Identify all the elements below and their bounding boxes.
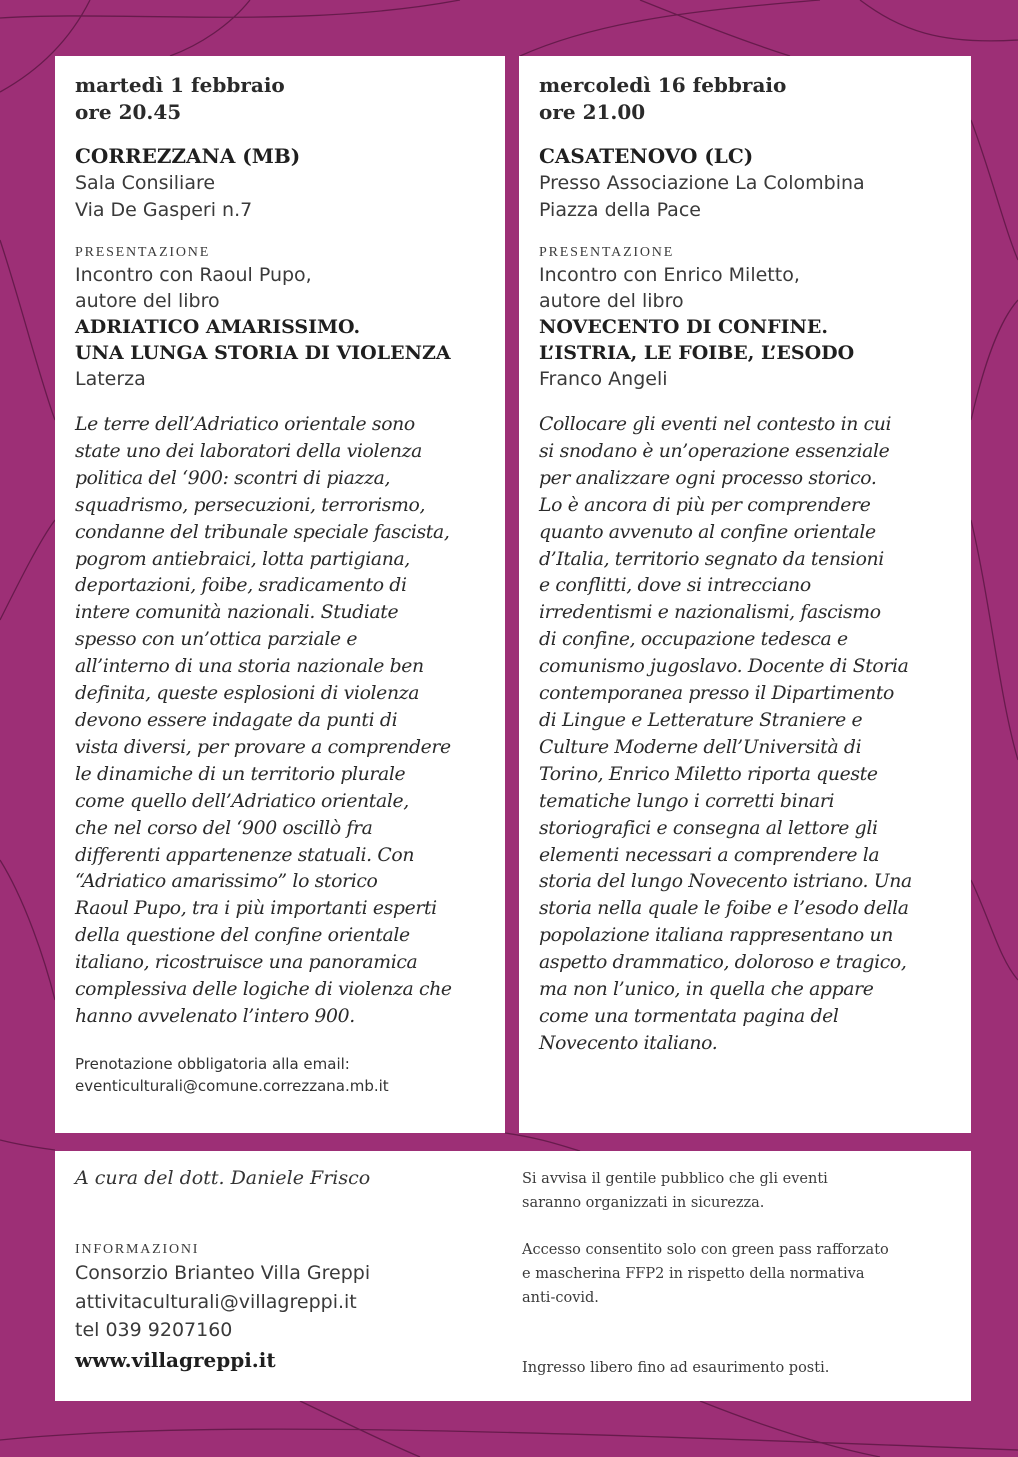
description-line: che nel corso del ‘900 oscillò fra <box>75 817 373 839</box>
description-line: condanne del tribunale speciale fascista, <box>75 521 450 543</box>
booking-note <box>75 1053 505 1097</box>
description-line: Raoul Pupo, tra i più importanti esperti <box>75 898 437 920</box>
description-line: differenti appartenenze statuali. Con <box>75 844 415 866</box>
description-line: devono essere indagate da punti di <box>75 709 398 731</box>
description-line: definita, queste esplosioni di violenza <box>75 683 420 705</box>
description-line: aspetto drammatico, doloroso e tragico, <box>539 952 907 974</box>
description-line: all’interno di una storia nazionale ben <box>75 656 424 678</box>
notice-access <box>522 1238 962 1310</box>
description-line: deportazioni, foibe, sradicamento di <box>75 575 407 597</box>
event-date: mercoledì 16 febbraio <box>539 73 787 97</box>
description-line: contemporanea presso il Dipartimento <box>539 683 895 705</box>
event-meeting: Incontro con Raoul Pupo, <box>75 264 312 286</box>
event-city: CORREZZANA (MB) <box>75 144 301 168</box>
description-line: come una tormentata pagina del <box>539 1005 839 1027</box>
book-publisher: Franco Angeli <box>539 368 668 390</box>
book-subtitle: UNA LUNGA STORIA DI VIOLENZA <box>75 342 451 364</box>
description-line: le dinamiche di un territorio plurale <box>75 763 406 785</box>
description-line: Novecento italiano. <box>539 1032 718 1054</box>
description-line: tematiche lungo i corretti binari <box>539 790 835 812</box>
info-phone[interactable]: tel 039 9207160 <box>75 1319 233 1341</box>
curator-credit: A cura del dott. Daniele Frisco <box>75 1167 371 1189</box>
description-line: come quello dell’Adriatico orientale, <box>75 790 409 812</box>
description-line: elementi necessari a comprendere la <box>539 844 880 866</box>
notice-line: saranno organizzati in sicurezza. <box>522 1195 765 1211</box>
description-line: di confine, occupazione tedesca e <box>539 629 848 651</box>
description-line: popolazione italiana rappresentano un <box>539 925 893 947</box>
description-line: pogrom antiebraici, lotta partigiana, <box>75 548 410 570</box>
book-subtitle: L’ISTRIA, LE FOIBE, L’ESODO <box>539 342 855 364</box>
notice-entry: Ingresso libero fino ad esaurimento posti. <box>522 1360 830 1376</box>
event-venue: Sala Consiliare <box>75 172 216 194</box>
description-line: si snodano è un’operazione essenziale <box>539 440 890 462</box>
event-description <box>539 412 971 1058</box>
info-label: INFORMAZIONI <box>75 1242 200 1257</box>
description-line: “Adriatico amarissimo” lo storico <box>75 871 378 893</box>
description-line: Torino, Enrico Miletto riporta queste <box>539 763 878 785</box>
event-address: Piazza della Pace <box>539 199 701 221</box>
event-address: Via De Gasperi n.7 <box>75 199 253 221</box>
description-line: Lo è ancora di più per comprendere <box>539 494 871 516</box>
footer-contacts <box>75 1165 505 1375</box>
event-meeting-author: autore del libro <box>75 290 220 312</box>
event-meeting-author: autore del libro <box>539 290 684 312</box>
event-time: ore 21.00 <box>539 100 646 124</box>
info-email-link[interactable]: attivitaculturali@villagreppi.it <box>75 1290 357 1313</box>
description-line: ma non l’unico, in quella che appare <box>539 979 874 1001</box>
description-line: irredentismi e nazionalismi, fascismo <box>539 602 881 624</box>
book-title: NOVECENTO DI CONFINE. <box>539 316 828 338</box>
description-line: e conflitti, dove si intrecciano <box>539 575 811 597</box>
book-title: ADRIATICO AMARISSIMO. <box>75 316 361 338</box>
description-line: storia nella quale le foibe e l’esodo della <box>539 898 909 920</box>
notice-safety <box>522 1167 962 1215</box>
event-time: ore 20.45 <box>75 100 182 124</box>
description-line: spesso con un’ottica parziale e <box>75 629 358 651</box>
description-line: hanno avvelenato l’intero 900. <box>75 1005 355 1027</box>
description-line: state uno dei laboratori della violenza <box>75 440 423 462</box>
footer-notices <box>522 1167 962 1380</box>
info-website-link[interactable]: www.villagreppi.it <box>75 1347 276 1372</box>
description-line: per analizzare ogni processo storico. <box>539 467 877 489</box>
description-line: di Lingue e Letterature Straniere e <box>539 709 863 731</box>
description-line: squadrismo, persecuzioni, terrorismo, <box>75 494 426 516</box>
notice-line: anti-covid. <box>522 1290 599 1306</box>
description-line: quanto avvenuto al confine orientale <box>539 521 876 543</box>
event-date: martedì 1 febbraio <box>75 73 285 97</box>
notice-line: e mascherina FFP2 in rispetto della normativa <box>522 1266 865 1282</box>
description-line: vista diversi, per provare a comprendere <box>75 736 451 758</box>
description-line: Culture Moderne dell’Università di <box>539 736 862 758</box>
event-card-correzzana <box>55 56 505 1133</box>
book-publisher: Laterza <box>75 368 146 390</box>
event-meeting: Incontro con Enrico Miletto, <box>539 264 800 286</box>
description-line: Collocare gli eventi nel contesto in cui <box>539 414 892 435</box>
description-line: della questione del confine orientale <box>75 925 410 947</box>
description-line: intere comunità nazionali. Studiate <box>75 602 399 624</box>
event-city: CASATENOVO (LC) <box>539 144 754 168</box>
description-line: comunismo jugoslavo. Docente di Storia <box>539 656 909 678</box>
event-type-label: PRESENTAZIONE <box>75 245 211 260</box>
event-description <box>75 412 505 1031</box>
event-venue: Presso Associazione La Colombina <box>539 172 865 194</box>
event-type-label: PRESENTAZIONE <box>539 245 675 260</box>
event-card-casatenovo <box>519 56 971 1133</box>
description-line: politica del ‘900: scontri di piazza, <box>75 467 391 489</box>
description-line: Le terre dell’Adriatico orientale sono <box>75 414 415 435</box>
description-line: complessiva delle logiche di violenza che <box>75 979 452 1001</box>
notice-line: Accesso consentito solo con green pass rafforzato <box>522 1242 889 1258</box>
description-line: storia del lungo Novecento istriano. Una <box>539 871 912 893</box>
footer-info-panel <box>55 1151 971 1401</box>
description-line: storiografici e consegna al lettore gli <box>539 817 878 839</box>
info-organization: Consorzio Brianteo Villa Greppi <box>75 1262 371 1284</box>
description-line: italiano, ricostruisce una panoramica <box>75 952 418 974</box>
booking-email-link[interactable]: eventiculturali@comune.correzzana.mb.it <box>75 1076 389 1095</box>
notice-line: Si avvisa il gentile pubblico che gli eventi <box>522 1171 828 1187</box>
booking-text: Prenotazione obbligatoria alla email: <box>75 1054 350 1073</box>
description-line: d’Italia, territorio segnato da tensioni <box>539 548 884 570</box>
